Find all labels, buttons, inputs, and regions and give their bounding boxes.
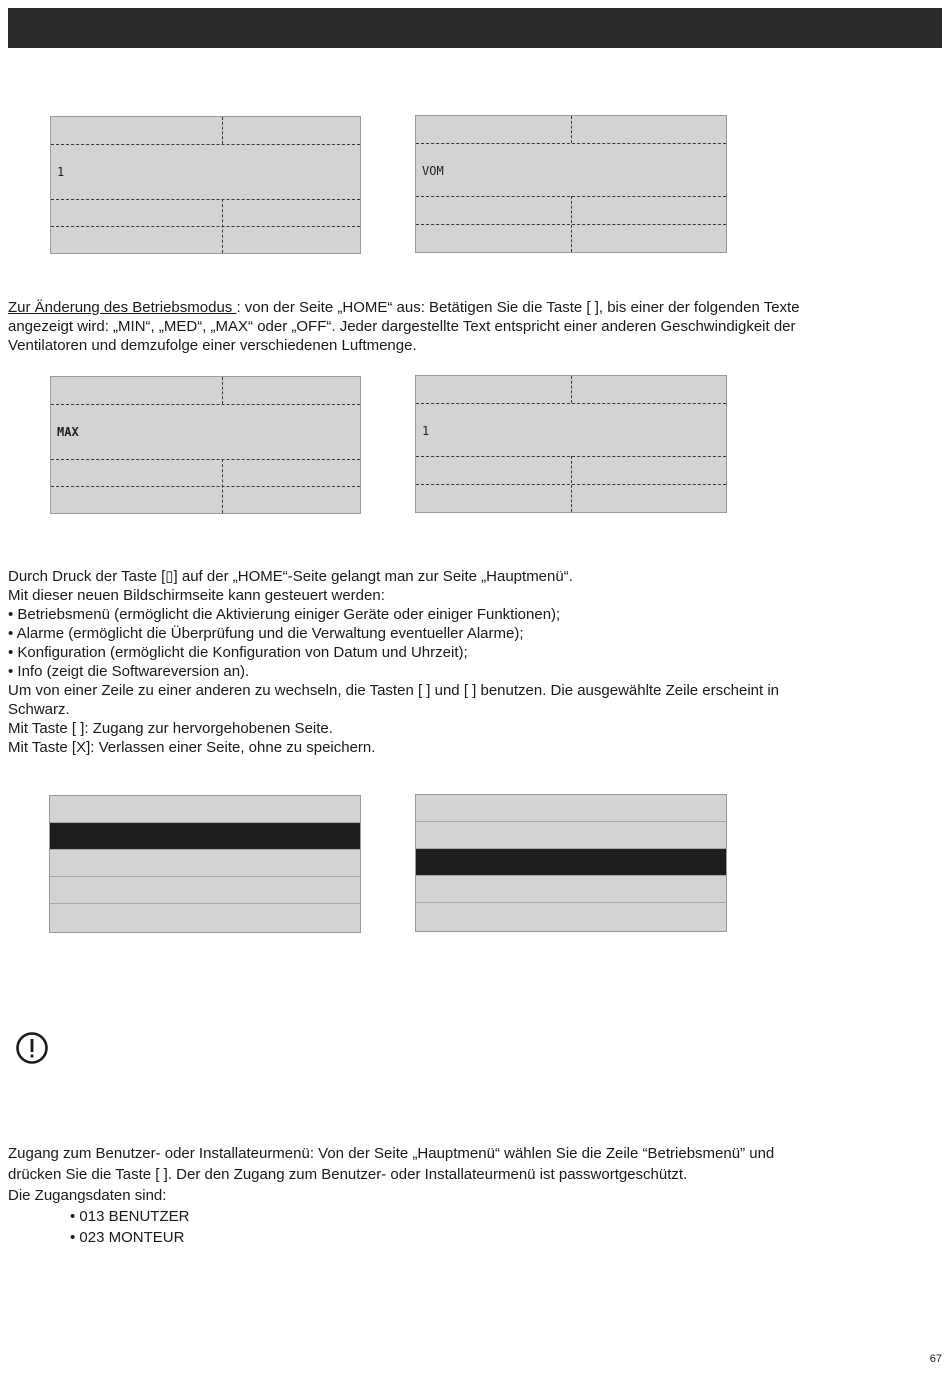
lcd-screen-top-left — [50, 116, 361, 254]
divider — [51, 459, 360, 460]
divider — [571, 116, 572, 143]
divider — [51, 144, 360, 145]
divider — [51, 486, 360, 487]
lcd-screen-mid-left — [50, 376, 361, 514]
menu-row — [50, 877, 360, 904]
menu-row — [416, 903, 726, 930]
divider — [222, 117, 223, 144]
menu-screen-right — [415, 794, 727, 932]
text-line: angezeigt wird: „MIN“, „MED“, „MAX“ oder „OFF“. Jeder dargestellte Text entspricht einer anderen Geschwindigkeit der — [8, 318, 796, 335]
list-item: • Betriebsmenü (ermöglicht die Aktivierung einiger Geräte oder einiger Funktionen); — [8, 606, 561, 623]
divider — [571, 376, 572, 403]
menu-row — [416, 795, 726, 822]
divider — [416, 224, 726, 225]
header-bar — [8, 8, 942, 48]
main-menu-paragraph — [8, 567, 942, 757]
text-line: Die Zugangsdaten sind: — [8, 1187, 167, 1204]
text-line: : von der Seite „HOME“ aus: Betätigen Sie die Taste [ ], bis einer der folgenden Texte — [236, 299, 800, 316]
text-line: Schwarz. — [8, 701, 70, 718]
operating-mode-paragraph — [8, 298, 942, 355]
list-item: • Alarme (ermöglicht die Überprüfung und die Verwaltung eventueller Alarme); — [8, 625, 524, 642]
credential-item: • 013 BENUTZER — [70, 1208, 190, 1225]
credential-item: • 023 MONTEUR — [70, 1229, 185, 1246]
menu-row — [416, 876, 726, 903]
list-item: • Konfiguration (ermöglicht die Konfiguration von Datum und Uhrzeit); — [8, 644, 468, 661]
lcd-value: 1 — [57, 165, 65, 179]
text-line: drücken Sie die Taste [ ]. Der den Zugang zum Benutzer- oder Installateurmenü ist passwortgeschützt. — [8, 1166, 688, 1183]
divider — [416, 143, 726, 144]
text-line: Ventilatoren und demzufolge einer verschiedenen Luftmenge. — [8, 337, 417, 354]
divider — [416, 403, 726, 404]
lcd-value: VOM — [422, 164, 444, 178]
menu-row — [50, 796, 360, 823]
list-item: • Info (zeigt die Softwareversion an). — [8, 663, 250, 680]
menu-row-selected — [416, 849, 726, 876]
text-line: Mit dieser neuen Bildschirmseite kann gesteuert werden: — [8, 587, 385, 604]
text-line: Mit Taste [X]: Verlassen einer Seite, ohne zu speichern. — [8, 739, 376, 756]
text-line: Zugang zum Benutzer- oder Installateurmenü: Von der Seite „Hauptmenü“ wählen Sie die Zeile “Betriebsmenü” und — [8, 1145, 775, 1162]
lcd-screen-mid-right — [415, 375, 727, 513]
text-line: Mit Taste [ ]: Zugang zur hervorgehobenen Seite. — [8, 720, 333, 737]
menu-row-selected — [50, 823, 360, 850]
divider — [416, 484, 726, 485]
divider — [51, 199, 360, 200]
menu-screen-left — [49, 795, 361, 933]
page-number: 67 — [929, 1353, 942, 1365]
menu-row — [50, 904, 360, 931]
menu-row — [50, 850, 360, 877]
text-line: Durch Druck der Taste [▯] auf der „HOME“-Seite gelangt man zur Seite „Hauptmenü“. — [8, 568, 573, 585]
lcd-screen-top-right — [415, 115, 727, 253]
text-line: Um von einer Zeile zu einer anderen zu wechseln, die Tasten [ ] und [ ] benutzen. Die ausgewählte Zeile erscheint in — [8, 682, 779, 699]
lcd-value: MAX — [57, 425, 79, 439]
divider — [51, 404, 360, 405]
lcd-value: 1 — [422, 424, 430, 438]
section-heading-link: Zur Änderung des Betriebsmodus — [8, 299, 237, 316]
divider — [51, 226, 360, 227]
access-paragraph — [8, 1143, 942, 1248]
menu-row — [416, 822, 726, 849]
divider — [222, 377, 223, 404]
warning-icon — [16, 1032, 48, 1064]
